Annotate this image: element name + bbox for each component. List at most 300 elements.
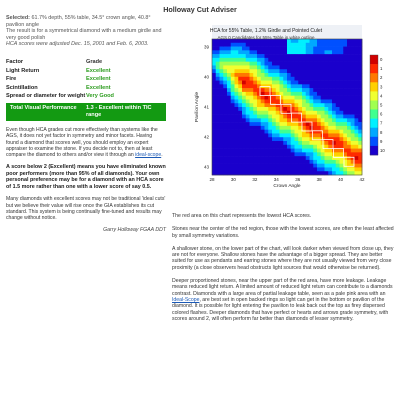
heat-cell bbox=[261, 156, 265, 160]
heat-cell bbox=[347, 164, 351, 168]
heat-cell bbox=[272, 84, 276, 88]
selected-label: Selected: bbox=[6, 15, 30, 21]
heat-cell bbox=[328, 152, 332, 156]
heat-cell bbox=[340, 88, 344, 92]
heat-cell bbox=[325, 122, 329, 126]
heat-cell bbox=[261, 88, 265, 92]
heat-cell bbox=[216, 43, 220, 47]
heat-cell bbox=[216, 84, 220, 88]
heat-cell bbox=[257, 54, 261, 58]
heat-cell bbox=[347, 99, 351, 103]
heat-cell bbox=[325, 141, 329, 145]
heat-cell bbox=[351, 118, 355, 122]
heat-cell bbox=[212, 81, 216, 85]
heat-cell bbox=[212, 122, 216, 126]
heat-cell bbox=[268, 81, 272, 85]
heat-cell bbox=[295, 167, 299, 171]
heat-cell bbox=[216, 47, 220, 51]
heat-cell bbox=[340, 65, 344, 69]
heat-cell bbox=[246, 88, 250, 92]
heat-cell bbox=[291, 171, 295, 175]
hca-explanation bbox=[6, 127, 166, 158]
heat-cell bbox=[261, 152, 265, 156]
heat-cell bbox=[306, 160, 310, 164]
heat-cell bbox=[313, 115, 317, 119]
heat-cell bbox=[358, 115, 362, 119]
heat-cell bbox=[276, 62, 280, 66]
heat-cell bbox=[287, 115, 291, 119]
heat-cell bbox=[343, 65, 347, 69]
y-tick-label: 40 bbox=[203, 74, 209, 80]
heat-cell bbox=[268, 141, 272, 145]
heat-cell bbox=[340, 73, 344, 77]
heat-cell bbox=[313, 96, 317, 100]
heat-cell bbox=[227, 88, 231, 92]
heat-cell bbox=[317, 156, 321, 160]
heat-cell bbox=[223, 77, 227, 81]
heat-cell bbox=[310, 99, 314, 103]
heat-cell bbox=[235, 96, 239, 100]
heat-cell bbox=[332, 107, 336, 111]
heat-cell bbox=[328, 160, 332, 164]
heat-cell bbox=[242, 145, 246, 149]
heat-cell bbox=[343, 50, 347, 54]
heat-cell bbox=[253, 54, 257, 58]
heat-cell bbox=[313, 88, 317, 92]
heat-cell bbox=[313, 156, 317, 160]
heat-cell bbox=[328, 115, 332, 119]
heat-cell bbox=[321, 126, 325, 130]
heat-cell bbox=[298, 69, 302, 73]
heat-cell bbox=[340, 62, 344, 66]
heat-cell bbox=[302, 54, 306, 58]
heat-cell bbox=[321, 92, 325, 96]
heat-cell bbox=[295, 88, 299, 92]
heat-cell bbox=[272, 167, 276, 171]
heat-cell bbox=[276, 81, 280, 85]
heat-cell bbox=[295, 141, 299, 145]
heat-cell bbox=[321, 54, 325, 58]
heat-cell bbox=[246, 73, 250, 77]
heat-cell bbox=[358, 126, 362, 130]
heat-cell bbox=[317, 54, 321, 58]
heat-cell bbox=[298, 171, 302, 175]
heat-cell bbox=[216, 130, 220, 134]
heat-cell bbox=[302, 156, 306, 160]
heat-cell bbox=[321, 50, 325, 54]
heat-cell bbox=[321, 58, 325, 62]
heat-cell bbox=[358, 43, 362, 47]
heat-cell bbox=[257, 145, 261, 149]
heat-cell bbox=[280, 141, 284, 145]
heat-cell bbox=[317, 149, 321, 153]
heat-cell bbox=[317, 73, 321, 77]
heat-cell bbox=[231, 103, 235, 107]
heat-cell bbox=[212, 54, 216, 58]
heat-cell bbox=[317, 84, 321, 88]
heat-cell bbox=[268, 111, 272, 115]
heat-cell bbox=[355, 50, 359, 54]
heat-cell bbox=[317, 81, 321, 85]
heat-cell bbox=[250, 145, 254, 149]
heat-cell bbox=[310, 96, 314, 100]
heat-cell bbox=[246, 126, 250, 130]
table-row bbox=[6, 75, 166, 84]
heat-cell bbox=[355, 149, 359, 153]
heat-cell bbox=[261, 81, 265, 85]
heat-cell bbox=[328, 118, 332, 122]
heat-cell bbox=[328, 81, 332, 85]
heat-cell bbox=[280, 62, 284, 66]
heat-cell bbox=[298, 96, 302, 100]
heat-cell bbox=[302, 160, 306, 164]
heat-cell bbox=[220, 149, 224, 153]
heat-cell bbox=[283, 156, 287, 160]
heat-cell bbox=[242, 137, 246, 141]
heat-cell bbox=[265, 133, 269, 137]
heat-cell bbox=[238, 122, 242, 126]
heat-cell bbox=[257, 171, 261, 175]
heat-cell bbox=[231, 126, 235, 130]
signature: Garry Holloway FGAA DDT bbox=[103, 226, 166, 233]
heat-cell bbox=[238, 130, 242, 134]
heat-cell bbox=[250, 160, 254, 164]
heat-cell bbox=[291, 43, 295, 47]
heat-cell bbox=[325, 115, 329, 119]
heat-cell bbox=[321, 99, 325, 103]
heat-cell bbox=[302, 152, 306, 156]
heat-cell bbox=[291, 54, 295, 58]
heat-cell bbox=[291, 58, 295, 62]
heat-cell bbox=[276, 133, 280, 137]
heat-cell bbox=[325, 58, 329, 62]
heat-cell bbox=[253, 167, 257, 171]
heat-cell bbox=[246, 99, 250, 103]
heat-cell bbox=[272, 115, 276, 119]
heat-cell bbox=[302, 69, 306, 73]
heat-cell bbox=[238, 92, 242, 96]
heat-cell bbox=[231, 96, 235, 100]
heat-cell bbox=[343, 130, 347, 134]
heat-cell bbox=[276, 84, 280, 88]
legend-swatch bbox=[370, 64, 378, 73]
heat-cell bbox=[332, 149, 336, 153]
heat-cell bbox=[351, 141, 355, 145]
heat-cell bbox=[257, 141, 261, 145]
heat-cell bbox=[317, 171, 321, 175]
heat-cell bbox=[317, 50, 321, 54]
heat-cell bbox=[321, 88, 325, 92]
heat-cell bbox=[343, 103, 347, 107]
heat-cell bbox=[280, 50, 284, 54]
heat-cell bbox=[238, 137, 242, 141]
heat-cell bbox=[317, 92, 321, 96]
heat-cell bbox=[298, 141, 302, 145]
heat-cell bbox=[250, 167, 254, 171]
heat-cell bbox=[253, 92, 257, 96]
heat-cell bbox=[328, 103, 332, 107]
heat-cell bbox=[231, 149, 235, 153]
heat-cell bbox=[302, 73, 306, 77]
heat-cell bbox=[295, 50, 299, 54]
heat-cell bbox=[246, 115, 250, 119]
heat-cell bbox=[351, 152, 355, 156]
heat-cell bbox=[351, 73, 355, 77]
heat-cell bbox=[220, 164, 224, 168]
heat-cell bbox=[235, 77, 239, 81]
heat-cell bbox=[265, 99, 269, 103]
heat-cell bbox=[358, 50, 362, 54]
heat-cell bbox=[261, 130, 265, 134]
heat-cell bbox=[250, 54, 254, 58]
heat-cell bbox=[336, 126, 340, 130]
heat-cell bbox=[287, 126, 291, 130]
heat-cell bbox=[272, 111, 276, 115]
ideal-scope-link[interactable]: ideal-scope bbox=[135, 152, 162, 159]
shallow-stone-text: A shallower stone, on the lower part of the chart, will look darker when viewed from close up, they are not for everyone. Shallow stones have the advantage of a bigger spread. They are better suited for use as pendants and earring stones where they are not usually viewed from very close proximity (a close observers head obstructs light sources that would otherwise be returned). bbox=[172, 245, 394, 271]
heat-cell bbox=[332, 62, 336, 66]
heat-cell bbox=[317, 164, 321, 168]
heat-cell bbox=[283, 92, 287, 96]
heat-cell bbox=[257, 160, 261, 164]
x-tick-label: 42 bbox=[359, 177, 365, 182]
ideal-scope-link-2[interactable]: Ideal-Scope bbox=[172, 296, 200, 303]
heat-cell bbox=[242, 62, 246, 66]
heat-cell bbox=[325, 50, 329, 54]
heat-cell bbox=[291, 137, 295, 141]
heat-cell bbox=[313, 160, 317, 164]
heat-cell bbox=[355, 145, 359, 149]
heat-cell bbox=[310, 167, 314, 171]
heat-cell bbox=[250, 141, 254, 145]
heat-cell bbox=[321, 73, 325, 77]
heat-cell bbox=[355, 160, 359, 164]
heat-cell bbox=[246, 164, 250, 168]
heat-cell bbox=[253, 73, 257, 77]
heat-cell bbox=[310, 164, 314, 168]
heat-cell bbox=[242, 126, 246, 130]
heat-cell bbox=[287, 54, 291, 58]
heat-cell bbox=[276, 118, 280, 122]
heat-cell bbox=[347, 141, 351, 145]
heat-cell bbox=[358, 65, 362, 69]
heat-cell bbox=[302, 107, 306, 111]
heat-cell bbox=[347, 137, 351, 141]
heat-cell bbox=[268, 47, 272, 51]
heat-cell bbox=[238, 133, 242, 137]
heat-cell bbox=[298, 156, 302, 160]
heat-cell bbox=[272, 88, 276, 92]
heat-cell bbox=[321, 84, 325, 88]
heat-cell bbox=[227, 58, 231, 62]
heat-cell bbox=[340, 99, 344, 103]
heat-cell bbox=[261, 141, 265, 145]
heat-cell bbox=[358, 88, 362, 92]
heat-cell bbox=[261, 47, 265, 51]
heat-cell bbox=[235, 133, 239, 137]
heat-cell bbox=[313, 69, 317, 73]
heat-cell bbox=[298, 164, 302, 168]
heat-cell bbox=[313, 171, 317, 175]
heat-cell bbox=[216, 156, 220, 160]
heat-cell bbox=[216, 73, 220, 77]
heat-cell bbox=[216, 65, 220, 69]
heat-cell bbox=[280, 81, 284, 85]
heat-cell bbox=[223, 58, 227, 62]
heat-cell bbox=[347, 126, 351, 130]
heat-cell bbox=[306, 145, 310, 149]
heat-cell bbox=[306, 137, 310, 141]
heat-cell bbox=[325, 133, 329, 137]
heat-cell bbox=[358, 47, 362, 51]
heat-cell bbox=[227, 171, 231, 175]
heat-cell bbox=[306, 62, 310, 66]
heat-cell bbox=[347, 160, 351, 164]
heat-cell bbox=[235, 58, 239, 62]
heat-cell bbox=[298, 54, 302, 58]
heat-cell bbox=[257, 107, 261, 111]
heat-cell bbox=[340, 130, 344, 134]
hca-explanation-text: Even though HCA grades cut more effectively than systems like the AGS, it does not yet factor in symmetry and minor facets. Having found a diamond that scores well, you should employ an expert appraiser to examine the stone. If you decide not to, then at least compare the diamond to others and/or view it through an bbox=[6, 126, 158, 159]
heat-cell bbox=[216, 122, 220, 126]
heat-cell bbox=[220, 103, 224, 107]
heat-cell bbox=[306, 103, 310, 107]
heat-cell bbox=[216, 103, 220, 107]
heat-cell bbox=[238, 88, 242, 92]
heat-cell bbox=[280, 54, 284, 58]
heat-cell bbox=[253, 47, 257, 51]
heat-cell bbox=[310, 54, 314, 58]
heat-cell bbox=[283, 126, 287, 130]
heat-cell bbox=[287, 96, 291, 100]
heat-cell bbox=[336, 84, 340, 88]
heat-cell bbox=[242, 92, 246, 96]
heat-cell bbox=[223, 47, 227, 51]
heat-cell bbox=[231, 81, 235, 85]
heat-cell bbox=[313, 81, 317, 85]
heat-cell bbox=[358, 96, 362, 100]
heat-cell bbox=[317, 58, 321, 62]
grade-light-return: Excellent bbox=[86, 67, 111, 74]
right-column bbox=[172, 213, 396, 329]
heat-cell bbox=[216, 58, 220, 62]
legend-swatch bbox=[370, 91, 378, 100]
heat-cell bbox=[287, 62, 291, 66]
heat-cell bbox=[306, 130, 310, 134]
heat-cell bbox=[246, 141, 250, 145]
heat-cell bbox=[291, 167, 295, 171]
heat-cell bbox=[321, 81, 325, 85]
heat-cell bbox=[355, 81, 359, 85]
heat-cell bbox=[216, 145, 220, 149]
heat-cell bbox=[280, 156, 284, 160]
heat-cell bbox=[321, 96, 325, 100]
heat-cell bbox=[336, 47, 340, 51]
heat-cell bbox=[283, 137, 287, 141]
heat-cell bbox=[231, 50, 235, 54]
heat-cell bbox=[265, 171, 269, 175]
heat-cell bbox=[212, 145, 216, 149]
heat-cell bbox=[351, 145, 355, 149]
y-tick-label: 39 bbox=[203, 44, 209, 50]
heat-cell bbox=[317, 47, 321, 51]
heat-cell bbox=[268, 130, 272, 134]
center-text: Stones near the center of the red region, those with the lowest scores, are often the least affected by small symmetry variations. bbox=[172, 226, 394, 239]
heat-cell bbox=[253, 122, 257, 126]
heat-cell bbox=[265, 58, 269, 62]
heat-cell bbox=[212, 118, 216, 122]
heat-cell bbox=[355, 47, 359, 51]
heat-cell bbox=[291, 77, 295, 81]
heat-cell bbox=[265, 111, 269, 115]
heat-cell bbox=[295, 164, 299, 168]
deeper-stone-text-start: Deeper proportioned stones, near the upper part of the red area, have more leakage. Leakage means reduced light return. A limited amount of reduced light return can contribute to a diamonds contrast. Diamonds with a large area of partial leakage table, seen as a pale pink area with an bbox=[172, 278, 393, 297]
heat-cell bbox=[321, 122, 325, 126]
heat-cell bbox=[242, 152, 246, 156]
heat-cell bbox=[340, 115, 344, 119]
heat-cell bbox=[351, 122, 355, 126]
heat-cell bbox=[306, 88, 310, 92]
heat-cell bbox=[355, 130, 359, 134]
heat-cell bbox=[253, 107, 257, 111]
heat-cell bbox=[216, 62, 220, 66]
heat-cell bbox=[276, 164, 280, 168]
heat-cell bbox=[313, 92, 317, 96]
heat-cell bbox=[212, 115, 216, 119]
heat-cell bbox=[332, 167, 336, 171]
heat-cell bbox=[321, 164, 325, 168]
heat-cell bbox=[223, 145, 227, 149]
heat-cell bbox=[336, 141, 340, 145]
heat-cell bbox=[358, 62, 362, 66]
heat-cell bbox=[265, 130, 269, 134]
heat-cell bbox=[272, 73, 276, 77]
heat-cell bbox=[238, 156, 242, 160]
heat-cell bbox=[310, 77, 314, 81]
factor-fire: Fire bbox=[6, 76, 17, 83]
heat-cell bbox=[268, 115, 272, 119]
heat-cell bbox=[355, 122, 359, 126]
heat-cell bbox=[325, 62, 329, 66]
heat-cell bbox=[310, 65, 314, 69]
heat-cell bbox=[223, 171, 227, 175]
heat-cell bbox=[355, 99, 359, 103]
heat-cell bbox=[220, 81, 224, 85]
heat-cell bbox=[332, 133, 336, 137]
heat-cell bbox=[212, 84, 216, 88]
heat-cell bbox=[280, 145, 284, 149]
heat-cell bbox=[265, 96, 269, 100]
heat-cell bbox=[347, 115, 351, 119]
heat-cell bbox=[220, 73, 224, 77]
heat-cell bbox=[276, 99, 280, 103]
heat-cell bbox=[272, 130, 276, 134]
heat-cell bbox=[310, 133, 314, 137]
heat-cell bbox=[340, 92, 344, 96]
heat-cell bbox=[317, 133, 321, 137]
heat-cell bbox=[280, 69, 284, 73]
heat-cell bbox=[317, 77, 321, 81]
heat-cell bbox=[340, 160, 344, 164]
heat-cell bbox=[253, 171, 257, 175]
heat-cell bbox=[295, 103, 299, 107]
heat-cell bbox=[302, 58, 306, 62]
heat-cell bbox=[332, 122, 336, 126]
heat-cell bbox=[280, 84, 284, 88]
heat-cell bbox=[355, 156, 359, 160]
heat-cell bbox=[283, 103, 287, 107]
heat-cell bbox=[212, 88, 216, 92]
